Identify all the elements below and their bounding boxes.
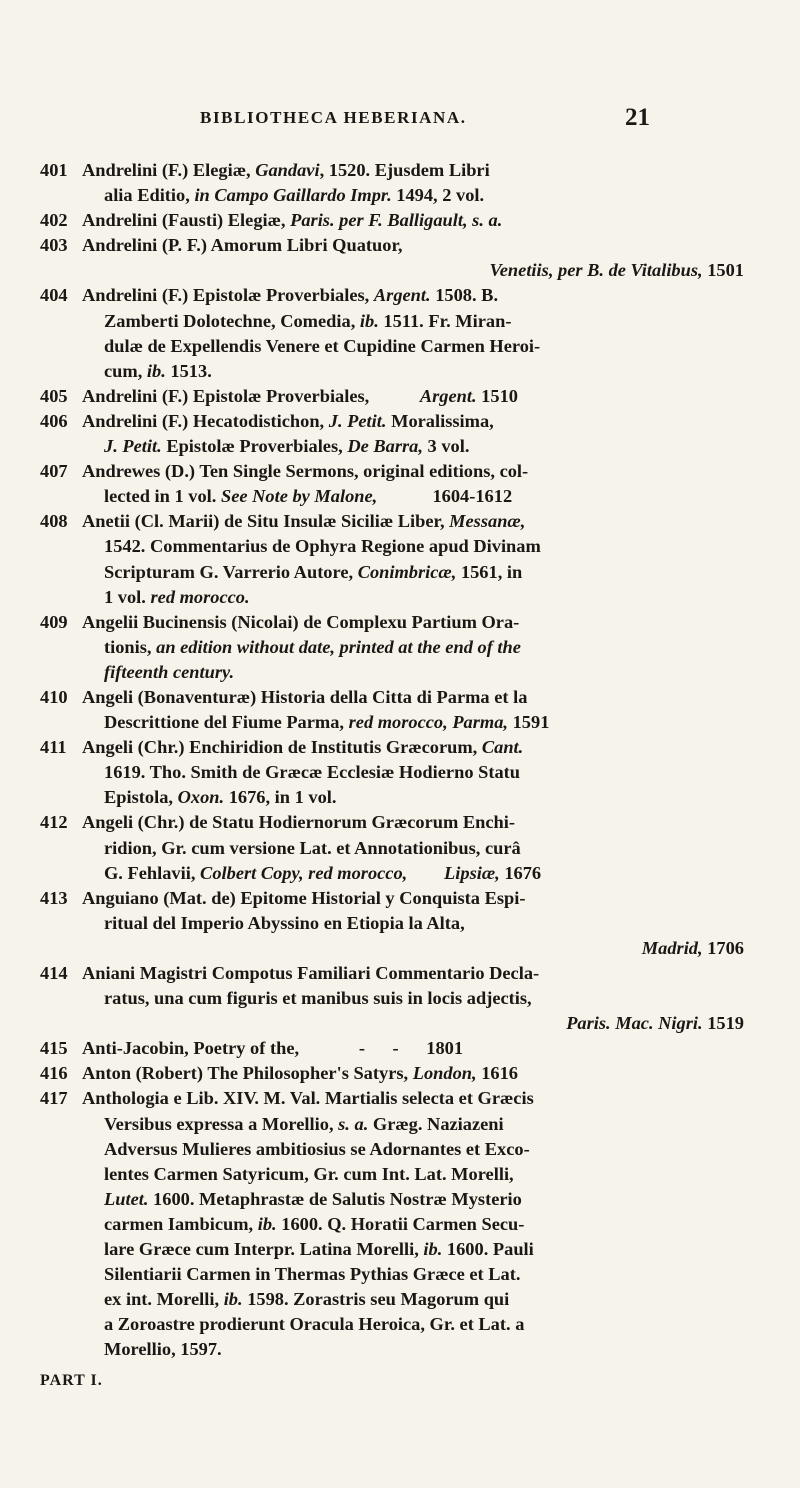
entry-text: cum, xyxy=(104,360,147,381)
entry-line xyxy=(82,785,760,810)
italic-text: ib. xyxy=(423,1239,443,1260)
italic-text: ib. xyxy=(257,1213,277,1234)
italic-text: Lutet. xyxy=(104,1188,149,1209)
entry-line xyxy=(82,434,760,459)
catalogue-entry xyxy=(40,233,760,283)
entry-text: Descrittione del Fiume Parma, xyxy=(104,712,349,733)
entry-text: lare Græce cum Interpr. Latina Morelli, xyxy=(104,1239,424,1260)
entry-text: lentes Carmen Satyricum, Gr. cum Int. Lat. Morelli, xyxy=(104,1163,514,1184)
italic-text: ib. xyxy=(359,310,379,331)
entry-number: 409 xyxy=(40,611,68,632)
entry-line xyxy=(82,283,760,308)
entry-text: 3 vol. xyxy=(422,436,470,457)
entry-line xyxy=(82,810,760,835)
italic-text: Madrid, xyxy=(641,937,703,958)
entry-number: 408 xyxy=(40,511,68,532)
italic-text: Colbert Copy, red morocco, xyxy=(200,862,408,883)
entry-text: ridion, Gr. cum versione Lat. et Annotationibus, curâ xyxy=(104,837,521,858)
entry-text: 1600. Pauli xyxy=(442,1239,534,1260)
entry-line xyxy=(82,1337,760,1362)
entry-number: 414 xyxy=(40,963,68,983)
entry-text: Anetii (Cl. Marii) de Situ Insulæ Siciliæ Liber, xyxy=(82,511,450,532)
entry-text: G. Fehlavii, xyxy=(104,862,201,883)
catalogue-entry xyxy=(40,1061,760,1086)
entry-text: Andrelini (F.) Hecatodistichon, xyxy=(82,410,329,431)
entry-text: Angeli (Chr.) Enchiridion de Institutis Græcorum, xyxy=(82,737,482,758)
catalogue-entry xyxy=(40,283,760,383)
entry-text: Scripturam G. Varrerio Autore, xyxy=(104,561,358,582)
catalogue-entry xyxy=(40,810,760,885)
catalogue-entry xyxy=(40,384,760,409)
entry-text: 1676 xyxy=(499,862,542,883)
italic-text: J. Petit. xyxy=(328,410,387,431)
entry-line xyxy=(82,961,760,986)
entry-text: Angeli (Bonaventuræ) Historia della Citta di Parma et la xyxy=(82,686,528,707)
entry-number: 413 xyxy=(40,887,68,908)
italic-text: Paris. per F. Balligault, s. a. xyxy=(290,210,503,231)
entry-line xyxy=(82,233,760,258)
entry-text: 1508. B. xyxy=(430,285,499,306)
entry-line xyxy=(82,760,760,785)
catalogue-entry xyxy=(40,208,760,233)
entry-line xyxy=(82,1262,760,1287)
entry-text: ritual del Imperio Abyssino en Etiopia la Alta, xyxy=(104,912,465,933)
entry-line xyxy=(82,936,760,961)
entry-text: Andrelini (P. F.) Amorum Libri Quatuor, xyxy=(82,235,403,256)
entry-text: 1619. Tho. Smith de Græcæ Ecclesiæ Hodierno Statu xyxy=(104,762,521,783)
entry-number: 410 xyxy=(40,686,68,707)
entry-text: Aniani Magistri Compotus Familiari Commentario Decla- xyxy=(82,963,540,983)
italic-text: Lipsiæ, xyxy=(444,862,500,883)
entry-text: 1513. xyxy=(165,360,212,381)
entry-text: 1510 xyxy=(476,385,518,406)
entry-number: 417 xyxy=(40,1088,68,1109)
entry-line xyxy=(82,635,760,660)
catalogue-entry xyxy=(40,158,760,208)
italic-text: Gandavi xyxy=(255,160,320,180)
entry-line xyxy=(82,1237,760,1262)
entry-line xyxy=(82,886,760,911)
italic-text: London, xyxy=(412,1063,477,1084)
entry-line xyxy=(82,1187,760,1212)
entry-line xyxy=(82,459,760,484)
entry-line xyxy=(82,359,760,384)
entry-text: 1511. Fr. Miran- xyxy=(378,310,512,331)
entry-line xyxy=(82,509,760,534)
italic-text: ib. xyxy=(146,360,166,381)
running-title: BIBLIOTHECA HEBERIANA. xyxy=(200,108,467,127)
entry-number: 405 xyxy=(40,385,68,406)
italic-text: Venetiis, per B. de Vitalibus, xyxy=(489,260,703,281)
entry-text: tionis, xyxy=(104,636,157,657)
entry-text: Anthologia e Lib. XIV. M. Val. Martialis selecta et Græcis xyxy=(82,1088,534,1109)
entry-text: 1676, in 1 vol. xyxy=(224,787,337,808)
catalogue-entries xyxy=(40,158,760,1363)
entry-number: 415 xyxy=(40,1038,68,1059)
entry-line xyxy=(82,685,760,710)
entry-text: , 1520. Ejusdem Libri xyxy=(319,160,490,180)
entry-text: Zamberti Dolotechne, Comedia, xyxy=(104,310,360,331)
entry-text: Græg. Naziazeni xyxy=(368,1113,504,1134)
entry-text: 1 vol. xyxy=(104,586,151,607)
entry-line xyxy=(82,836,760,861)
entry-text: Anton (Robert) The Philosopher's Satyrs, xyxy=(82,1063,413,1084)
italic-text: red morocco, Parma, xyxy=(348,712,509,733)
entry-line xyxy=(82,334,760,359)
italic-text: an edition without date, printed at the end of the xyxy=(156,636,521,657)
entry-number: 406 xyxy=(40,410,68,431)
entry-text: 1604-1612 xyxy=(377,486,513,507)
entry-line xyxy=(82,1287,760,1312)
italic-text: Messanæ, xyxy=(449,511,526,532)
entry-line xyxy=(82,158,760,183)
entry-text: Andrewes (D.) Ten Single Sermons, original editions, col- xyxy=(82,461,529,482)
catalogue-entry xyxy=(40,1086,760,1362)
italic-text: fifteenth century. xyxy=(104,661,235,682)
entry-text: 1600. Q. Horatii Carmen Secu- xyxy=(276,1213,525,1234)
catalogue-entry xyxy=(40,1036,760,1061)
italic-text: Argent. xyxy=(373,285,431,306)
entry-text: Adversus Mulieres ambitiosius se Adornantes et Exco- xyxy=(104,1138,530,1159)
entry-line xyxy=(82,409,760,434)
entry-text: 1616 xyxy=(476,1063,518,1084)
catalogue-entry xyxy=(40,509,760,609)
catalogue-entry xyxy=(40,735,760,810)
entry-text: 1542. Commentarius de Ophyra Regione apud Divinam xyxy=(104,536,541,557)
entry-number: 404 xyxy=(40,285,68,306)
entry-line xyxy=(82,484,760,509)
italic-text: De Barra, xyxy=(347,436,423,457)
italic-text: J. Petit. xyxy=(104,436,162,457)
entry-line xyxy=(82,660,760,685)
entry-line xyxy=(82,208,760,233)
entry-number: 401 xyxy=(40,160,68,180)
entry-line xyxy=(82,1212,760,1237)
entry-number: 407 xyxy=(40,461,68,482)
italic-text: See Note by Malone, xyxy=(220,486,378,507)
italic-text: Argent. xyxy=(419,385,477,406)
entry-text: 1561, in xyxy=(456,561,523,582)
entry-line xyxy=(82,384,760,409)
entry-line xyxy=(82,258,760,283)
catalogue-entry xyxy=(40,459,760,509)
entry-text: Andrelini (Fausti) Elegiæ, xyxy=(82,210,291,231)
entry-number: 402 xyxy=(40,210,68,231)
italic-text: ib. xyxy=(223,1289,243,1310)
italic-text: Conimbricæ, xyxy=(357,561,457,582)
entry-text: Morellio, 1597. xyxy=(104,1339,222,1360)
italic-text: in Campo Gaillardo Impr. xyxy=(194,185,392,206)
entry-number: 412 xyxy=(40,812,68,833)
entry-text: Andrelini (F.) Epistolæ Proverbiales, xyxy=(82,285,374,306)
entry-line xyxy=(82,1061,760,1086)
page-header xyxy=(200,104,650,134)
entry-line xyxy=(82,861,760,886)
entry-line xyxy=(82,1312,760,1337)
entry-line xyxy=(82,986,760,1011)
entry-text: 1591 xyxy=(508,712,550,733)
page-number: 21 xyxy=(625,104,650,131)
entry-text: 1598. Zorastris seu Magorum qui xyxy=(242,1289,510,1310)
entry-text: Anti-Jacobin, Poetry of the, - - 1801 xyxy=(82,1038,464,1059)
entry-text: 1706 xyxy=(702,937,744,958)
entry-text: dulæ de Expellendis Venere et Cupidine Carmen Heroi- xyxy=(104,335,541,356)
entry-text: lected in 1 vol. xyxy=(104,486,221,507)
entry-text: ex int. Morelli, xyxy=(104,1289,224,1310)
entry-text: Anguiano (Mat. de) Epitome Historial y Conquista Espi- xyxy=(82,887,526,908)
entry-text: carmen Iambicum, xyxy=(104,1213,258,1234)
entry-text: Angeli (Chr.) de Statu Hodiernorum Græcorum Enchi- xyxy=(82,812,516,833)
entry-line xyxy=(82,585,760,610)
entry-text: Versibus expressa a Morellio, xyxy=(104,1113,339,1134)
entry-text: Angelii Bucinensis (Nicolai) de Complexu Partium Ora- xyxy=(82,611,520,632)
entry-text: 1600. Metaphrastæ de Salutis Nostræ Mysterio xyxy=(148,1188,522,1209)
entry-text: Epistola, xyxy=(104,787,178,808)
entry-text: Andrelini (F.) Epistolæ Proverbiales, xyxy=(82,385,420,406)
entry-line xyxy=(82,1086,760,1111)
entry-line xyxy=(82,610,760,635)
entry-line xyxy=(82,1036,760,1061)
entry-text: a Zoroastre prodierunt Oracula Heroica, Gr. et Lat. a xyxy=(104,1314,525,1335)
entry-line xyxy=(82,1112,760,1137)
entry-line xyxy=(82,1011,760,1036)
entry-number: 411 xyxy=(40,737,67,758)
catalogue-entry xyxy=(40,610,760,685)
entry-line xyxy=(82,183,760,208)
entry-line xyxy=(82,1162,760,1187)
catalogue-entry xyxy=(40,961,760,1036)
entry-line xyxy=(82,309,760,334)
entry-text: Moralissima, xyxy=(386,410,494,431)
entry-text: Epistolæ Proverbiales, xyxy=(161,436,348,457)
signature-mark: PART I. xyxy=(40,1372,103,1389)
italic-text: Cant. xyxy=(481,737,524,758)
italic-text: s. a. xyxy=(338,1113,369,1134)
entry-number: 416 xyxy=(40,1063,68,1084)
catalogue-entry xyxy=(40,409,760,459)
entry-text: Silentiarii Carmen in Thermas Pythias Græce et Lat. xyxy=(104,1264,521,1285)
entry-line xyxy=(82,560,760,585)
entry-text xyxy=(407,863,444,883)
entry-text: alia Editio, xyxy=(104,185,195,206)
entry-line xyxy=(82,710,760,735)
entry-line xyxy=(82,911,760,936)
entry-text: 1501 xyxy=(702,260,744,281)
entry-text: ratus, una cum figuris et manibus suis in locis adjectis, xyxy=(104,988,532,1009)
entry-line xyxy=(82,534,760,559)
italic-text: Paris. Mac. Nigri. xyxy=(566,1013,703,1034)
catalogue-entry xyxy=(40,886,760,961)
entry-number: 403 xyxy=(40,235,68,256)
italic-text: red morocco. xyxy=(150,586,250,607)
entry-text: Andrelini (F.) Elegiæ, xyxy=(82,160,256,180)
catalogue-entry xyxy=(40,685,760,735)
entry-text: 1494, 2 vol. xyxy=(391,185,485,206)
italic-text: Oxon. xyxy=(177,787,225,808)
entry-text: 1519 xyxy=(702,1013,744,1034)
entry-line xyxy=(82,735,760,760)
entry-line xyxy=(82,1137,760,1162)
